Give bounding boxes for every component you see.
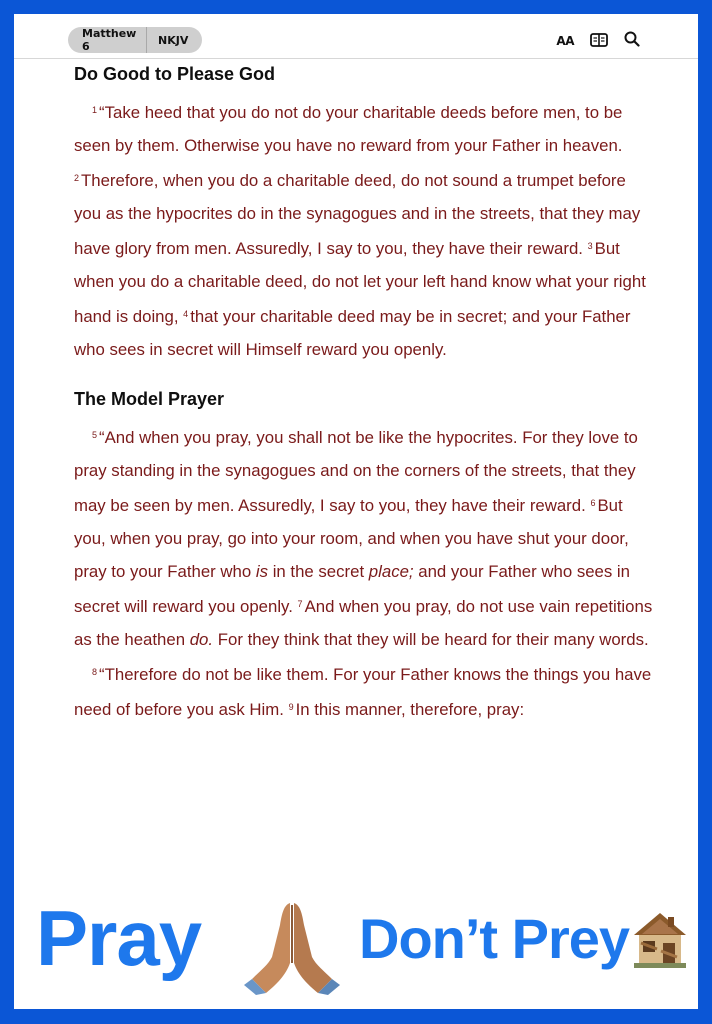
chapter-text xyxy=(74,58,654,726)
verse-text[interactable]: “And when you pray, you shall not be like the hypocrites. For they love to pray standing in the synagogues and on the corners of the streets, that they may be seen by men. Assuredly, I say to you, they have their reward. xyxy=(74,428,638,515)
section-heading: Do Good to Please God xyxy=(74,64,276,84)
verse-text[interactable]: But when you do a charitable deed, do not let your left hand know what your right hand is doing, xyxy=(74,239,646,326)
search-icon[interactable] xyxy=(624,31,640,51)
banner-word-dont-prey: Don’t Prey xyxy=(359,907,630,970)
verse-number[interactable]: 8 xyxy=(92,667,98,677)
verse-number[interactable]: 6 xyxy=(590,498,596,508)
italic-word: do. xyxy=(189,630,214,649)
verse-text[interactable]: in the secret xyxy=(272,562,365,581)
verse-text[interactable]: and your Father who sees in secret will reward you openly. xyxy=(74,562,630,616)
verse-text[interactable]: Therefore, when you do a charitable deed, do not sound a trumpet before you as the hypocrites do in the synagogues and in the streets, that they may have glory from men. Assuredly, I say to you, they have their reward. xyxy=(74,171,641,258)
praying-hands-icon xyxy=(242,899,342,999)
version-button[interactable]: NKJV xyxy=(158,33,189,47)
verse-number[interactable]: 1 xyxy=(92,105,98,115)
verse-text[interactable]: And when you pray, do not use vain repetitions as the heathen xyxy=(74,597,653,649)
verse-number[interactable]: 7 xyxy=(297,599,303,609)
banner-word-pray: Pray xyxy=(36,894,202,982)
paragraph xyxy=(74,419,654,656)
derelict-house-icon xyxy=(632,911,688,973)
verse-number[interactable]: 2 xyxy=(74,173,80,183)
toolbar-actions xyxy=(556,31,640,51)
verse-text[interactable]: “Take heed that you do not do your charitable deeds before men, to be seen by them. Otherwise you have no reward from your Father in heaven. xyxy=(74,103,623,155)
passage-selector[interactable] xyxy=(68,27,202,53)
verse-number[interactable]: 4 xyxy=(183,309,189,319)
section-heading: The Model Prayer xyxy=(74,389,225,409)
book-icon[interactable] xyxy=(590,32,608,51)
verse-text[interactable]: In this manner, therefore, pray: xyxy=(295,700,525,719)
italic-word: is xyxy=(255,562,269,581)
reader-toolbar xyxy=(14,14,698,59)
verse-text[interactable]: “Therefore do not be like them. For your Father knows the things you have need of before you ask Him. xyxy=(74,665,652,719)
reader-page xyxy=(14,14,698,1009)
verse-text[interactable]: But you, when you pray, go into your room, and when you have shut your door, pray to your Father who xyxy=(74,496,629,581)
paragraph xyxy=(74,656,654,726)
paragraph xyxy=(74,94,654,366)
italic-word: place; xyxy=(368,562,414,581)
verse-number[interactable]: 5 xyxy=(92,430,98,440)
verse-text[interactable]: that your charitable deed may be in secret; and your Father who sees in secret will Himself reward you openly. xyxy=(74,307,631,359)
meme-banner xyxy=(14,893,698,998)
verse-number[interactable]: 9 xyxy=(288,702,294,712)
book-chapter-button[interactable]: Matthew 6 xyxy=(82,27,137,53)
font-size-icon[interactable]: AA xyxy=(556,34,574,48)
verse-number[interactable]: 3 xyxy=(587,241,593,251)
verse-text[interactable]: For they think that they will be heard for their many words. xyxy=(217,630,649,649)
